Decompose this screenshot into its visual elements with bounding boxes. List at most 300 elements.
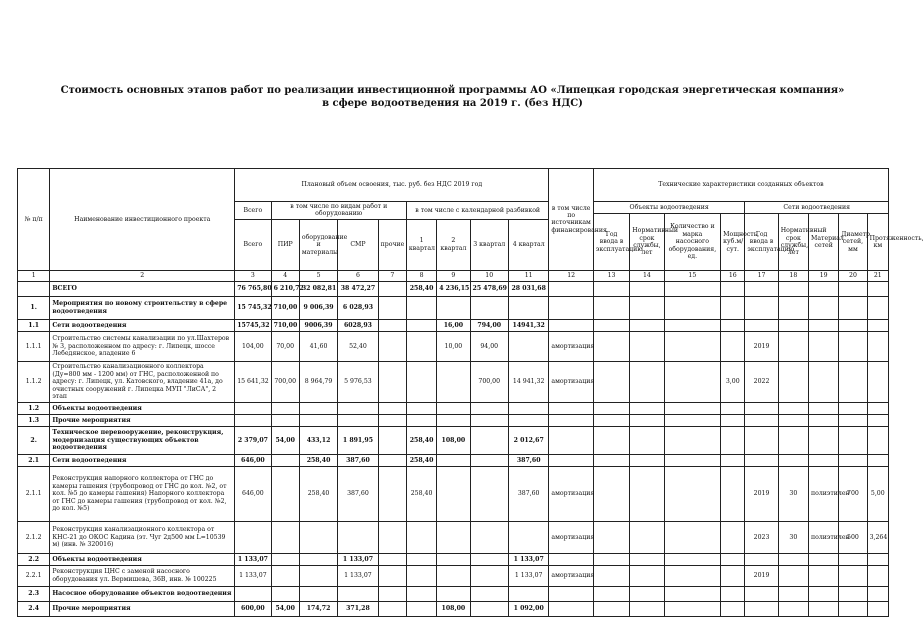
table-cell <box>299 553 337 565</box>
header-smr: СМР <box>338 219 378 270</box>
table-row <box>18 586 889 601</box>
title-line-1: Стоимость основных этапов работ по реализации инвестиционной программы АО «Липецкая городская энергетическая компания» <box>60 85 845 96</box>
table-cell <box>378 414 406 426</box>
table-cell <box>299 521 337 553</box>
header-q2: 2 квартал <box>437 219 470 270</box>
table-cell <box>630 454 664 466</box>
table-cell <box>378 521 406 553</box>
table-cell <box>839 553 867 565</box>
table-cell <box>664 521 721 553</box>
table-cell: 1 133,07 <box>338 565 378 586</box>
table-cell: 258,40 <box>406 454 436 466</box>
table-cell <box>549 319 593 331</box>
table-cell <box>721 402 745 414</box>
table-cell <box>271 402 299 414</box>
table-cell: 387,60 <box>338 454 378 466</box>
table-cell <box>593 586 629 601</box>
header-o-life: Нормативный срок службы, лет <box>630 214 664 271</box>
table-cell <box>378 426 406 454</box>
table-cell <box>745 281 778 296</box>
table-cell <box>867 426 888 454</box>
table-cell <box>406 361 436 402</box>
table-cell: 104,00 <box>235 331 271 361</box>
table-cell: полиэтилен <box>809 521 839 553</box>
row-number: 1. <box>18 296 50 319</box>
table-cell <box>437 296 470 319</box>
table-cell <box>778 601 808 616</box>
table-cell <box>378 565 406 586</box>
table-cell <box>378 361 406 402</box>
table-cell <box>664 296 721 319</box>
table-cell <box>593 426 629 454</box>
table-cell <box>630 361 664 402</box>
header-pir: ПИР <box>271 219 299 270</box>
header-n-len: Протяженность, км <box>867 214 888 271</box>
table-cell: 2022 <box>745 361 778 402</box>
project-name: Прочие мероприятия <box>50 414 235 426</box>
table-cell <box>778 586 808 601</box>
table-cell <box>630 414 664 426</box>
table-cell <box>470 586 508 601</box>
table-cell <box>867 331 888 361</box>
table-cell: 2023 <box>745 521 778 553</box>
table-cell <box>839 601 867 616</box>
table-cell <box>406 601 436 616</box>
table-cell <box>809 331 839 361</box>
table-cell: 387,60 <box>508 466 548 521</box>
table-cell <box>593 454 629 466</box>
table-cell <box>745 586 778 601</box>
table-cell <box>664 553 721 565</box>
table-cell <box>470 565 508 586</box>
row-number: 1.1.1 <box>18 331 50 361</box>
table-cell <box>378 331 406 361</box>
header-tech: Технические характеристики созданных объектов <box>593 169 888 202</box>
table-cell <box>778 319 808 331</box>
table-cell <box>437 521 470 553</box>
table-cell <box>508 521 548 553</box>
table-cell: 30 <box>778 521 808 553</box>
document-title <box>0 84 905 110</box>
table-cell: амортизация <box>549 361 593 402</box>
table-cell: 1 133,07 <box>508 565 548 586</box>
project-name: Объекты водоотведения <box>50 553 235 565</box>
table-cell: 6 028,93 <box>338 296 378 319</box>
table-cell <box>378 319 406 331</box>
table-cell: 4 236,15 <box>437 281 470 296</box>
table-cell <box>778 454 808 466</box>
table-cell: 174,72 <box>299 601 337 616</box>
table-cell <box>630 319 664 331</box>
table-cell <box>721 319 745 331</box>
table-cell <box>508 414 548 426</box>
table-cell: 258,40 <box>406 426 436 454</box>
table-cell <box>235 586 271 601</box>
table-cell: 500 <box>839 521 867 553</box>
table-cell: 710,00 <box>271 296 299 319</box>
table-cell <box>809 586 839 601</box>
table-cell <box>867 414 888 426</box>
table-cell: 2019 <box>745 466 778 521</box>
table-cell <box>809 402 839 414</box>
table-cell <box>778 565 808 586</box>
table-cell <box>867 402 888 414</box>
table-cell <box>271 466 299 521</box>
table-cell: 52,40 <box>338 331 378 361</box>
table-cell <box>378 454 406 466</box>
table-cell: 258,40 <box>299 466 337 521</box>
row-number: 1.2 <box>18 402 50 414</box>
column-number: 9 <box>437 270 470 281</box>
column-number: 19 <box>809 270 839 281</box>
table-row <box>18 466 889 521</box>
table-cell <box>630 521 664 553</box>
table-cell <box>378 402 406 414</box>
table-cell: 108,00 <box>437 426 470 454</box>
project-name: ВСЕГО <box>50 281 235 296</box>
table-cell <box>664 331 721 361</box>
table-cell <box>406 521 436 553</box>
table-cell <box>378 281 406 296</box>
row-number: 2.2 <box>18 553 50 565</box>
table-cell <box>235 402 271 414</box>
table-row <box>18 553 889 565</box>
header-o-power: Мощность, куб.м/сут. <box>721 214 745 271</box>
header-row-1 <box>18 169 889 202</box>
header-n-life: Нормативный срок службы, лет <box>778 214 808 271</box>
table-cell <box>867 361 888 402</box>
table-cell: 70,00 <box>271 331 299 361</box>
table-cell <box>470 521 508 553</box>
row-number: 2.1 <box>18 454 50 466</box>
table-cell <box>721 296 745 319</box>
column-number: 7 <box>378 270 406 281</box>
table-cell: 15 641,32 <box>235 361 271 402</box>
table-cell <box>338 414 378 426</box>
row-number: 2.4 <box>18 601 50 616</box>
table-cell: 1 092,00 <box>508 601 548 616</box>
table-cell <box>593 319 629 331</box>
project-name: Реконструкция канализационного коллектора от КНС-21 до ОКОС Кадина (эт. Чуг 2д500 мм L=10539 м) (инв. № 320016) <box>50 521 235 553</box>
table-cell: 700,00 <box>271 361 299 402</box>
column-number-row <box>18 270 889 281</box>
header-num: № п/п <box>18 169 50 271</box>
table-cell <box>549 296 593 319</box>
table-cell: амортизация <box>549 521 593 553</box>
table-cell <box>437 553 470 565</box>
table-cell: 54,00 <box>271 426 299 454</box>
header-q3: 3 квартал <box>470 219 508 270</box>
table-cell <box>721 586 745 601</box>
table-cell: 3,00 <box>721 361 745 402</box>
row-number: 1.1.2 <box>18 361 50 402</box>
table-cell <box>593 553 629 565</box>
table-cell: 433,12 <box>299 426 337 454</box>
table-cell: 1 133,07 <box>235 565 271 586</box>
row-number: 2.2.1 <box>18 565 50 586</box>
table-cell <box>470 601 508 616</box>
table-cell <box>664 565 721 586</box>
table-cell <box>470 466 508 521</box>
row-number: 2.3 <box>18 586 50 601</box>
table-cell <box>338 586 378 601</box>
table-cell <box>378 466 406 521</box>
table-cell <box>549 414 593 426</box>
table-cell: 5 976,53 <box>338 361 378 402</box>
table-cell: 5,00 <box>867 466 888 521</box>
table-cell <box>721 414 745 426</box>
table-cell <box>235 521 271 553</box>
table-cell: 1 133,07 <box>338 553 378 565</box>
table-cell <box>778 331 808 361</box>
table-cell <box>406 414 436 426</box>
table-cell <box>593 601 629 616</box>
table-cell <box>867 296 888 319</box>
table-cell <box>271 553 299 565</box>
table-cell <box>378 601 406 616</box>
table-cell <box>721 553 745 565</box>
table-cell <box>839 331 867 361</box>
row-number: 2.1.1 <box>18 466 50 521</box>
table-cell <box>406 586 436 601</box>
table-cell: 14 941,32 <box>508 361 548 402</box>
column-number: 11 <box>508 270 548 281</box>
row-number: 2. <box>18 426 50 454</box>
table-cell: 25 478,69 <box>470 281 508 296</box>
table-cell: амортизация <box>549 466 593 521</box>
header-objects: Объекты водоотведения <box>593 202 745 214</box>
table-cell <box>437 586 470 601</box>
table-cell <box>721 281 745 296</box>
table-cell <box>664 319 721 331</box>
table-cell <box>745 296 778 319</box>
table-cell: 6028,93 <box>338 319 378 331</box>
table-cell <box>809 426 839 454</box>
table-cell: 8 964,79 <box>299 361 337 402</box>
table-cell <box>549 402 593 414</box>
table-row <box>18 281 889 296</box>
column-number: 12 <box>549 270 593 281</box>
table-cell <box>809 319 839 331</box>
table-cell: 38 472,27 <box>338 281 378 296</box>
table-cell <box>778 281 808 296</box>
table-cell <box>867 565 888 586</box>
row-number <box>18 281 50 296</box>
table-cell <box>406 319 436 331</box>
table-cell <box>664 402 721 414</box>
project-name: Реконструкция ЦНС с заменой насосного оборудования ул. Вермишева, 36В, инв. № 100225 <box>50 565 235 586</box>
table-cell <box>721 454 745 466</box>
project-name: Строительство системы канализации по ул.Шахтеров № 3, расположенном по адресу: г. Липецк, шоссе Лебедянское, владение 6 <box>50 331 235 361</box>
table-cell <box>271 414 299 426</box>
table-cell <box>378 553 406 565</box>
table-cell: 16,00 <box>437 319 470 331</box>
table-cell: 108,00 <box>437 601 470 616</box>
table-cell: 9 006,39 <box>299 296 337 319</box>
table-cell <box>664 466 721 521</box>
project-name: Насосное оборудование объектов водоотведения <box>50 586 235 601</box>
table-cell <box>470 454 508 466</box>
header-equip: оборудование и материалы <box>299 219 337 270</box>
table-cell: 30 <box>778 466 808 521</box>
table-cell <box>630 426 664 454</box>
table-cell <box>630 296 664 319</box>
table-cell <box>839 414 867 426</box>
table-cell: амортизация <box>549 565 593 586</box>
table-cell <box>778 402 808 414</box>
table-cell: 700 <box>839 466 867 521</box>
table-cell <box>839 454 867 466</box>
table-cell <box>778 296 808 319</box>
row-number: 2.1.2 <box>18 521 50 553</box>
table-cell <box>406 296 436 319</box>
table-cell <box>778 414 808 426</box>
table-cell <box>721 426 745 454</box>
column-number: 21 <box>867 270 888 281</box>
table-row <box>18 319 889 331</box>
table-cell <box>271 586 299 601</box>
table-cell <box>778 361 808 402</box>
table-cell <box>630 402 664 414</box>
table-cell <box>508 296 548 319</box>
table-cell: 794,00 <box>470 319 508 331</box>
table-cell <box>508 402 548 414</box>
table-cell <box>508 586 548 601</box>
table-cell <box>437 466 470 521</box>
table-cell <box>271 565 299 586</box>
header-n-diam: Диаметр сетей, мм <box>839 214 867 271</box>
table-cell <box>721 521 745 553</box>
table-cell: 41,60 <box>299 331 337 361</box>
table-cell: 32 082,81 <box>299 281 337 296</box>
table-cell <box>549 553 593 565</box>
column-number: 16 <box>721 270 745 281</box>
table-cell <box>630 565 664 586</box>
row-number: 1.1 <box>18 319 50 331</box>
table-cell <box>549 601 593 616</box>
table-cell <box>664 281 721 296</box>
table-cell <box>809 601 839 616</box>
table-cell <box>470 296 508 319</box>
table-cell <box>593 296 629 319</box>
column-number: 18 <box>778 270 808 281</box>
header-q1: 1 квартал <box>406 219 436 270</box>
table-cell <box>470 414 508 426</box>
row-number: 1.3 <box>18 414 50 426</box>
table-cell <box>867 281 888 296</box>
header-networks: Сети водоотведения <box>745 202 889 214</box>
table-row <box>18 454 889 466</box>
table-cell: амортизация <box>549 331 593 361</box>
table-cell: 15 745,32 <box>235 296 271 319</box>
table-cell <box>549 281 593 296</box>
project-name: Реконструкция напорного коллектора от ГНС до камеры гашения (трубопровод от ГНС до кол. №2, от кол. №5 до камеры гашения) Напорного коллектора от ГНС до камеры гашения (трубопровод от кол. №2, до кол. №5) <box>50 466 235 521</box>
table-cell: 9006,39 <box>299 319 337 331</box>
table-cell <box>406 565 436 586</box>
project-name: Сети водоотведения <box>50 454 235 466</box>
project-name: Прочие мероприятия <box>50 601 235 616</box>
header-o-year: Год ввода в эксплуатацию <box>593 214 629 271</box>
table-cell <box>470 426 508 454</box>
table-row <box>18 331 889 361</box>
table-cell <box>549 426 593 454</box>
header-other: прочие <box>378 219 406 270</box>
table-cell: 10,00 <box>437 331 470 361</box>
table-cell <box>406 331 436 361</box>
table-cell: 387,60 <box>338 466 378 521</box>
table-cell <box>437 414 470 426</box>
header-n-year: Год ввода в эксплуатацию <box>745 214 778 271</box>
investment-table <box>17 168 924 617</box>
table-cell <box>593 521 629 553</box>
header-o-qty: Количество и марка насосного оборудования, ед. <box>664 214 721 271</box>
table-cell: 14941,32 <box>508 319 548 331</box>
table-cell <box>299 402 337 414</box>
table-cell <box>839 319 867 331</box>
header-q4: 4 квартал <box>508 219 548 270</box>
table-cell <box>839 281 867 296</box>
table-cell <box>745 553 778 565</box>
column-number: 1 <box>18 270 50 281</box>
table-cell: 646,00 <box>235 466 271 521</box>
table-cell <box>664 586 721 601</box>
project-name: Техническое перевооружение, реконструкция, модернизация существующих объектов водоотведения <box>50 426 235 454</box>
table-cell <box>271 521 299 553</box>
header-source: в том числе по источникам финансирования <box>549 169 593 271</box>
column-number: 4 <box>271 270 299 281</box>
table-cell <box>664 414 721 426</box>
table-cell <box>630 466 664 521</box>
table-cell <box>809 454 839 466</box>
table-cell <box>338 521 378 553</box>
table-cell <box>721 601 745 616</box>
table-cell: 258,40 <box>299 454 337 466</box>
table-row <box>18 521 889 553</box>
table-cell <box>664 601 721 616</box>
header-n-mat: Материал сетей <box>809 214 839 271</box>
table-cell <box>745 414 778 426</box>
table-cell: 1 133,07 <box>508 553 548 565</box>
table-cell <box>809 414 839 426</box>
table-cell: 3,264 <box>867 521 888 553</box>
column-number: 2 <box>50 270 235 281</box>
title-line-2: в сфере водоотведения на 2019 г. (без НДС) <box>322 98 583 109</box>
table-row <box>18 414 889 426</box>
table-cell: 258,40 <box>406 466 436 521</box>
table-cell <box>839 426 867 454</box>
table-cell <box>593 466 629 521</box>
column-number: 10 <box>470 270 508 281</box>
table-cell <box>867 319 888 331</box>
table-cell <box>721 466 745 521</box>
table-cell <box>721 565 745 586</box>
table-cell <box>378 586 406 601</box>
table-cell <box>630 281 664 296</box>
header-name: Наименование инвестиционного проекта <box>50 169 235 271</box>
table-row <box>18 361 889 402</box>
table-cell: 2 012,67 <box>508 426 548 454</box>
header-total: Всего <box>235 202 271 220</box>
table-cell <box>721 331 745 361</box>
table-cell: 371,28 <box>338 601 378 616</box>
table-cell: 600,00 <box>235 601 271 616</box>
table-cell <box>378 296 406 319</box>
table-cell: 15745,32 <box>235 319 271 331</box>
column-number: 20 <box>839 270 867 281</box>
table-cell <box>630 331 664 361</box>
table-cell <box>549 586 593 601</box>
table-cell <box>508 331 548 361</box>
